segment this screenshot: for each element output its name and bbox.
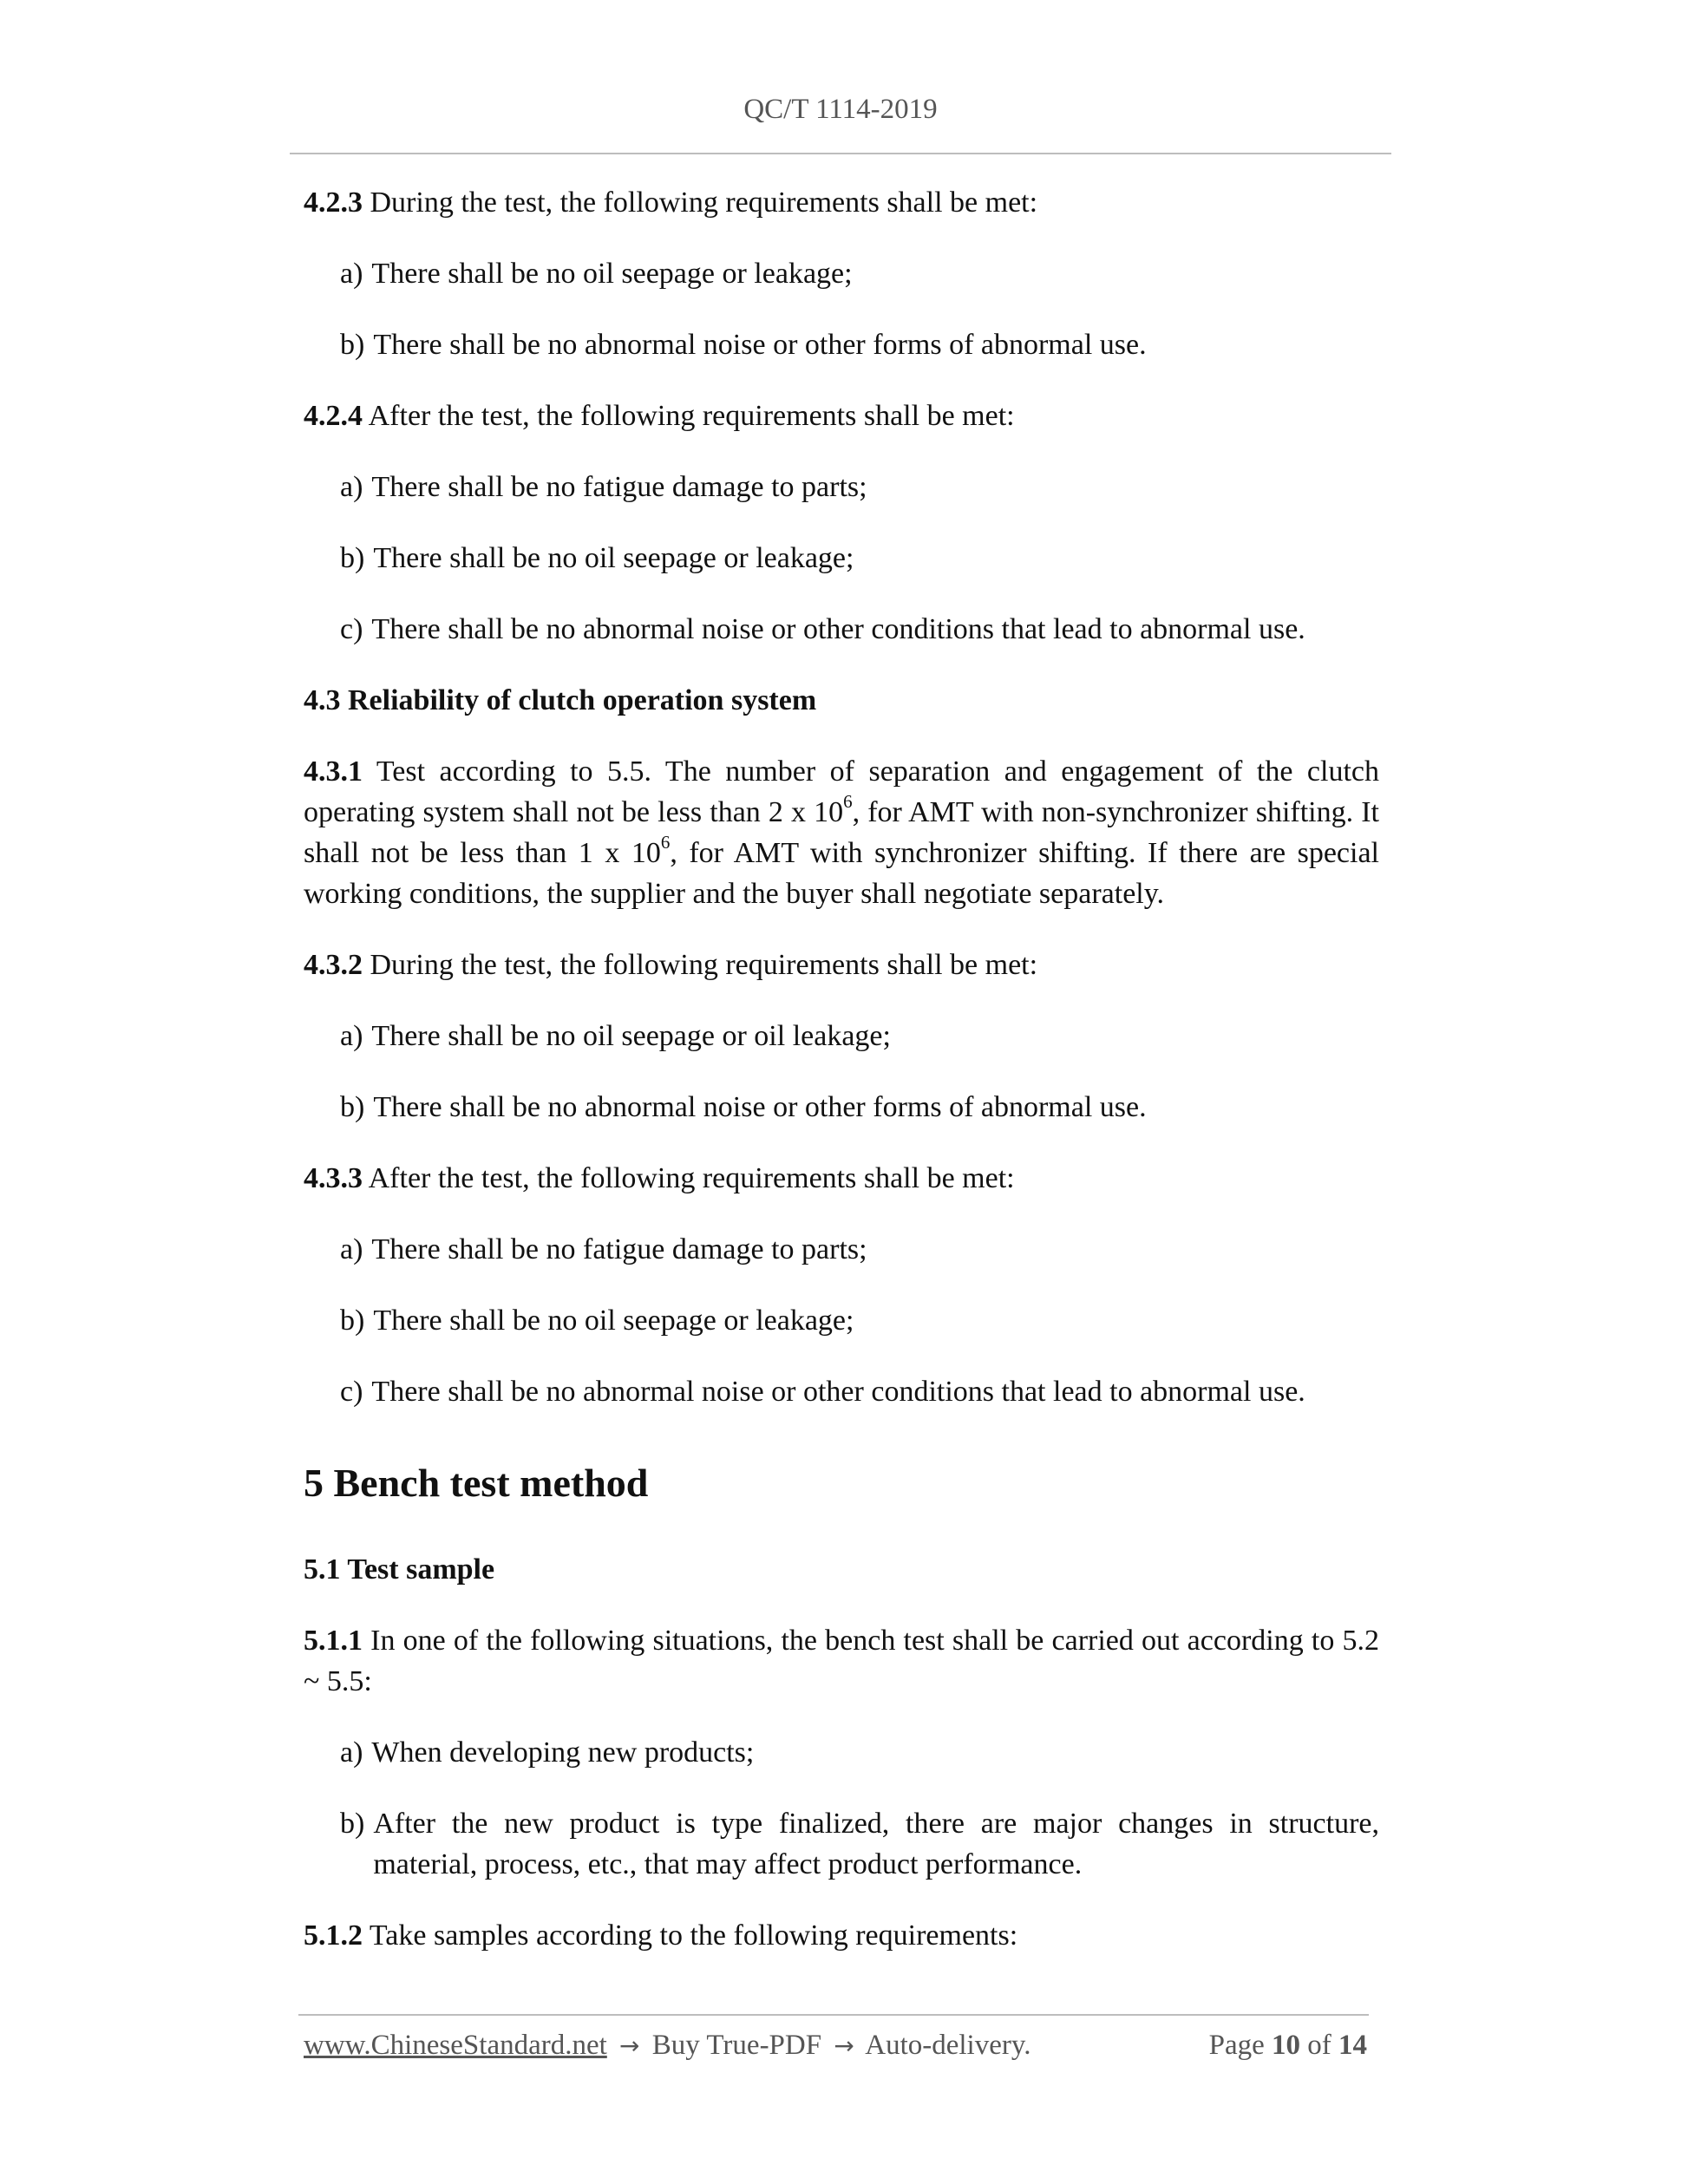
list-marker: c) <box>340 1376 363 1408</box>
clause-4-3-2 <box>304 945 1379 985</box>
chapter-heading-5: 5 Bench test method <box>304 1461 649 1505</box>
page-number: 10 <box>1272 2030 1300 2061</box>
list-marker: a) <box>340 1233 363 1265</box>
list-item <box>340 1371 1379 1412</box>
list-item <box>340 1087 1379 1128</box>
footer-divider <box>298 2014 1369 2016</box>
document-body <box>304 182 1379 1986</box>
list-text: After the new product is type finalized, there are major changes in structure, material, process, etc., that may affect product performance. <box>373 1808 1379 1880</box>
list-item <box>340 1803 1379 1885</box>
exponent: 6 <box>843 790 853 812</box>
section-heading-5-1: 5.1 Test sample <box>304 1553 495 1586</box>
list-text: There shall be no abnormal noise or other conditions that lead to abnormal use. <box>371 613 1305 645</box>
list-item <box>340 1732 1379 1773</box>
clause-5-1-1 <box>304 1620 1379 1702</box>
page-total: 14 <box>1338 2030 1367 2061</box>
list-item <box>340 324 1379 365</box>
list-text: There shall be no oil seepage or leakage; <box>373 542 854 574</box>
clause-text: , for AMT with synchronizer shifting. If there are special working conditions, the supplier and the buyer shall negotiate separately. <box>304 837 1379 910</box>
clause-text: Test according to 5.5. The number of separation and engagement of the clutch operating system shall not be less than 2 x 10 <box>304 755 1379 828</box>
header-divider <box>290 153 1391 154</box>
page-label: Page <box>1208 2030 1265 2061</box>
list-marker: c) <box>340 613 363 645</box>
buy-pdf-text: Buy True-PDF <box>651 2030 822 2061</box>
list-marker: b) <box>340 1091 365 1123</box>
clause-number: 4.3.3 <box>304 1162 363 1194</box>
list-text: There shall be no fatigue damage to parts; <box>371 1233 867 1265</box>
list-marker: a) <box>340 1020 363 1052</box>
clause-4-2-3 <box>304 182 1379 223</box>
list-item <box>340 467 1379 507</box>
list-text: There shall be no abnormal noise or other forms of abnormal use. <box>373 329 1147 361</box>
clause-text: After the test, the following requirements shall be met: <box>363 400 1015 432</box>
list-item <box>340 1016 1379 1056</box>
list-text: There shall be no abnormal noise or other forms of abnormal use. <box>373 1091 1147 1123</box>
page-header: QC/T 1114-2019 <box>743 94 938 125</box>
list-marker: b) <box>340 542 365 574</box>
list-item <box>340 253 1379 294</box>
exponent: 6 <box>660 831 671 853</box>
footer-links <box>304 2030 1030 2062</box>
list-text: There shall be no oil seepage or leakage; <box>371 258 853 290</box>
list-text: There shall be no abnormal noise or other conditions that lead to abnormal use. <box>371 1376 1305 1408</box>
list-text: There shall be no oil seepage or oil leakage; <box>371 1020 891 1052</box>
section-heading-4-3: 4.3 Reliability of clutch operation system <box>304 684 817 716</box>
list-text: When developing new products; <box>371 1736 755 1769</box>
clause-5-1-2 <box>304 1915 1379 1956</box>
site-link[interactable]: www.ChineseStandard.net <box>304 2030 607 2061</box>
clause-4-3-3 <box>304 1158 1379 1199</box>
list-text: There shall be no oil seepage or leakage; <box>373 1305 854 1337</box>
arrow-right-icon: → <box>834 2031 854 2060</box>
list-item <box>340 609 1379 650</box>
clause-4-3-1 <box>304 751 1379 914</box>
clause-number: 5.1.2 <box>304 1919 363 1952</box>
clause-text: In one of the following situations, the bench test shall be carried out according to 5.2 ~ 5.5: <box>304 1625 1379 1697</box>
clause-text: After the test, the following requirements shall be met: <box>363 1162 1015 1194</box>
clause-4-2-4 <box>304 396 1379 436</box>
page-footer <box>304 2030 1367 2062</box>
clause-text: During the test, the following requirements shall be met: <box>363 186 1038 219</box>
list-marker: b) <box>340 1808 365 1840</box>
clause-number: 4.2.3 <box>304 186 363 219</box>
page-indicator <box>1209 2030 1367 2062</box>
clause-text: , for AMT with non-synchronizer shifting. It shall not be less than 1 x 10 <box>304 796 1379 869</box>
of-label: of <box>1307 2030 1331 2061</box>
list-marker: b) <box>340 1305 365 1337</box>
list-item <box>340 538 1379 579</box>
list-marker: a) <box>340 1736 363 1769</box>
list-text: There shall be no fatigue damage to parts; <box>371 471 867 503</box>
list-item <box>340 1300 1379 1341</box>
list-marker: b) <box>340 329 365 361</box>
clause-number: 4.2.4 <box>304 400 363 432</box>
arrow-right-icon: → <box>619 2031 640 2060</box>
clause-text: During the test, the following requirements shall be met: <box>363 949 1038 981</box>
list-marker: a) <box>340 471 363 503</box>
auto-delivery-text: Auto-delivery. <box>865 2030 1031 2061</box>
clause-number: 4.3.2 <box>304 949 363 981</box>
list-item <box>340 1229 1379 1270</box>
clause-number: 5.1.1 <box>304 1625 363 1657</box>
clause-number: 4.3.1 <box>304 755 363 788</box>
list-marker: a) <box>340 258 363 290</box>
clause-text: Take samples according to the following requirements: <box>363 1919 1018 1952</box>
